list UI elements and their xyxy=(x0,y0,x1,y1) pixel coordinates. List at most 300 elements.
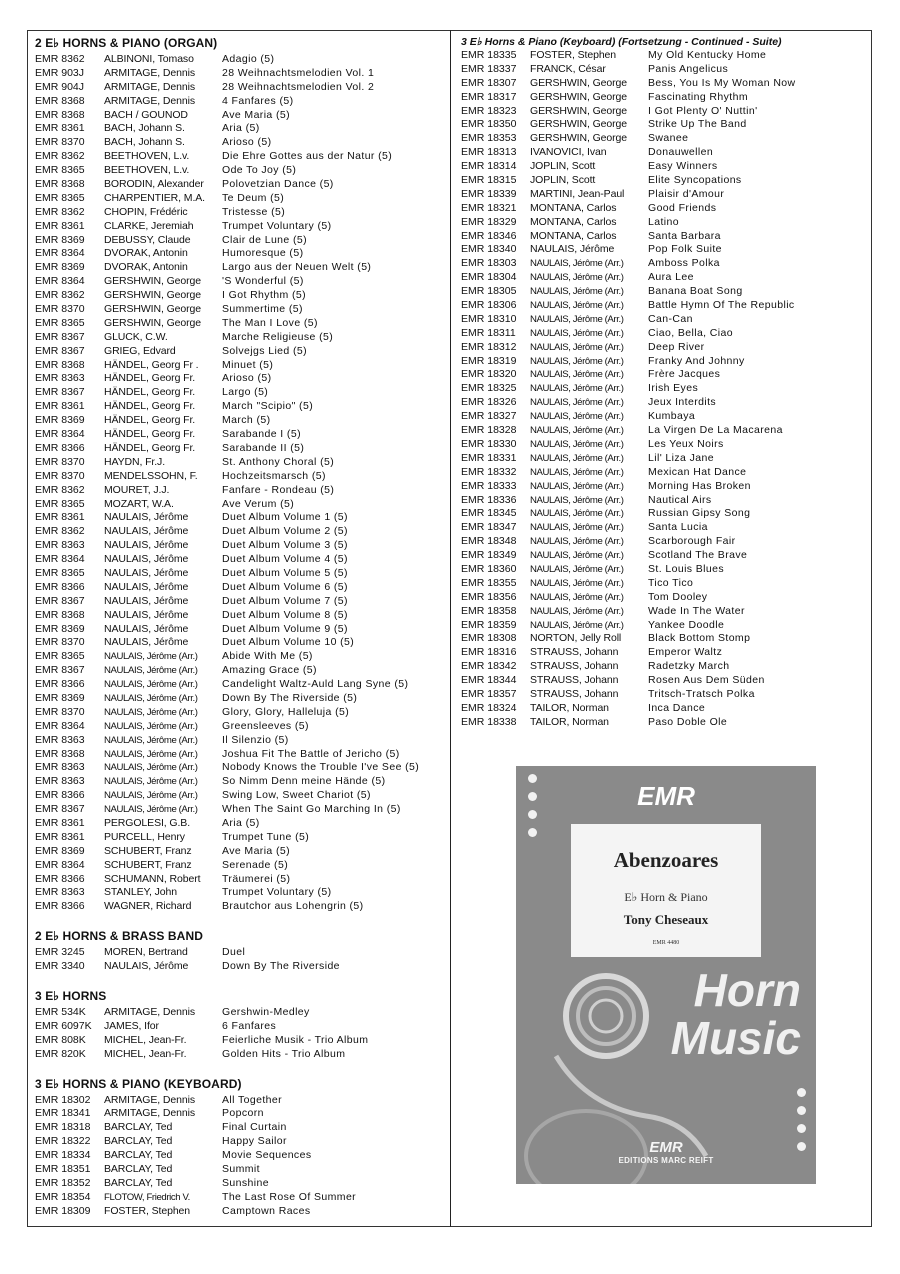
item-code: EMR 18303 xyxy=(461,257,517,270)
catalog-row xyxy=(35,136,440,150)
catalog-row xyxy=(35,734,440,748)
item-code: EMR 8367 xyxy=(35,664,85,677)
catalog-row xyxy=(461,341,866,355)
item-code: EMR 18336 xyxy=(461,493,517,506)
item-title: Hochzeitsmarsch (5) xyxy=(222,469,326,482)
item-code: EMR 18338 xyxy=(461,715,517,728)
item-title: Trumpet Voluntary (5) xyxy=(222,219,332,232)
catalog-row xyxy=(461,91,866,105)
catalog-row xyxy=(35,206,440,220)
composer: STRAUSS, Johann xyxy=(530,660,619,673)
item-title: Serenade (5) xyxy=(222,858,289,871)
catalog-row xyxy=(35,303,440,317)
binder-holes-bottom xyxy=(797,1088,806,1160)
item-title: Adagio (5) xyxy=(222,53,275,65)
item-code: EMR 18330 xyxy=(461,437,517,450)
item-title: Morning Has Broken xyxy=(648,479,751,492)
composer: MARTINI, Jean-Paul xyxy=(530,187,625,200)
item-title: Die Ehre Gottes aus der Natur (5) xyxy=(222,150,393,163)
item-title: Pop Folk Suite xyxy=(648,243,722,256)
catalog-row xyxy=(461,702,866,716)
item-title: Arioso (5) xyxy=(222,136,272,149)
item-code: EMR 18351 xyxy=(35,1163,91,1176)
composer: CLARKE, Jeremiah xyxy=(104,219,194,232)
catalog-row xyxy=(35,1149,440,1163)
composer: BARCLAY, Ted xyxy=(104,1163,173,1176)
item-title: Movie Sequences xyxy=(222,1149,312,1162)
item-title: Amazing Grace (5) xyxy=(222,664,317,677)
item-code: EMR 18354 xyxy=(35,1190,91,1203)
composer: NAULAIS, Jérôme (Arr.) xyxy=(104,720,198,732)
item-code: EMR 18340 xyxy=(461,243,517,256)
item-code: EMR 8369 xyxy=(35,233,85,246)
item-code: EMR 18339 xyxy=(461,187,517,200)
item-code: EMR 18325 xyxy=(461,382,517,395)
item-title: Latino xyxy=(648,215,680,228)
item-code: EMR 18310 xyxy=(461,312,517,325)
catalog-row xyxy=(35,845,440,859)
composer: ARMITAGE, Dennis xyxy=(104,66,195,79)
item-code: EMR 534K xyxy=(35,1006,86,1018)
catalog-row xyxy=(35,150,440,164)
binder-hole xyxy=(528,828,537,837)
item-title: Polovetzian Dance (5) xyxy=(222,178,334,191)
composer: NAULAIS, Jérôme (Arr.) xyxy=(104,665,198,677)
item-code: EMR 18335 xyxy=(461,49,517,61)
catalog-row xyxy=(35,470,440,484)
item-title: Duet Album Volume 4 (5) xyxy=(222,553,348,566)
catalog-row xyxy=(461,591,866,605)
item-code: EMR 18329 xyxy=(461,215,517,228)
catalog-row xyxy=(35,900,440,914)
item-code: EMR 8362 xyxy=(35,289,85,302)
composer: GERSHWIN, George xyxy=(530,104,628,117)
item-title: Candelight Waltz-Auld Lang Syne (5) xyxy=(222,678,409,691)
item-title: Lil' Liza Jane xyxy=(648,451,714,464)
composer: NAULAIS, Jérôme xyxy=(104,539,189,552)
cover-subtitle: E♭ Horn & Piano xyxy=(624,890,708,904)
item-title: 28 Weihnachtsmelodien Vol. 1 xyxy=(222,66,375,79)
catalog-row xyxy=(35,1048,440,1062)
composer: NAULAIS, Jérôme (Arr.) xyxy=(530,369,624,381)
item-code: EMR 18348 xyxy=(461,535,517,548)
catalog-row xyxy=(35,761,440,775)
item-title: Clair de Lune (5) xyxy=(222,233,308,246)
item-title: Duet Album Volume 9 (5) xyxy=(222,622,348,635)
composer: IVANOVICI, Ivan xyxy=(530,146,607,159)
composer: HÄNDEL, Georg Fr. xyxy=(104,400,196,413)
composer: GERSHWIN, George xyxy=(104,316,202,329)
item-code: EMR 18328 xyxy=(461,424,517,437)
item-code: EMR 8364 xyxy=(35,719,85,732)
item-title: 6 Fanfares xyxy=(222,1019,277,1032)
composer: HÄNDEL, Georg Fr. xyxy=(104,414,196,427)
item-title: Rosen Aus Dem Süden xyxy=(648,674,765,687)
catalog-row xyxy=(35,498,440,512)
catalog-row xyxy=(461,202,866,216)
item-title: Plaisir d'Amour xyxy=(648,187,725,200)
catalog-row xyxy=(35,636,440,650)
item-code: EMR 18320 xyxy=(461,368,517,381)
item-code: EMR 8366 xyxy=(35,789,85,802)
item-code: EMR 18326 xyxy=(461,396,517,409)
catalog-row xyxy=(35,1034,440,1048)
composer: NAULAIS, Jérôme (Arr.) xyxy=(530,313,624,325)
item-title: Camptown Races xyxy=(222,1204,311,1217)
composer: NAULAIS, Jérôme (Arr.) xyxy=(104,734,198,746)
catalog-row xyxy=(35,359,440,373)
item-code: EMR 18313 xyxy=(461,146,517,159)
catalog-row xyxy=(35,1107,440,1121)
item-title: March "Scipio" (5) xyxy=(222,400,314,413)
composer: NAULAIS, Jérôme (Arr.) xyxy=(530,536,624,548)
catalog-row xyxy=(461,549,866,563)
composer: MENDELSSOHN, F. xyxy=(104,469,198,482)
item-code: EMR 8367 xyxy=(35,330,85,343)
item-title: Deep River xyxy=(648,340,705,353)
item-code: EMR 3340 xyxy=(35,960,85,973)
composer: NAULAIS, Jérôme xyxy=(104,511,189,524)
item-code: EMR 18353 xyxy=(461,132,517,145)
item-title: Duel xyxy=(222,946,246,959)
catalog-row xyxy=(461,716,866,730)
item-code: EMR 8366 xyxy=(35,900,85,913)
item-code: EMR 8361 xyxy=(35,816,85,829)
item-title: Down By The Riverside xyxy=(222,960,340,973)
catalog-row xyxy=(461,438,866,452)
composer: PURCELL, Henry xyxy=(104,830,185,843)
composer: STRAUSS, Johann xyxy=(530,687,619,700)
item-title: Joshua Fit The Battle of Jericho (5) xyxy=(222,747,400,760)
item-title: Duet Album Volume 1 (5) xyxy=(222,511,348,524)
catalog-section xyxy=(35,35,440,914)
binder-hole xyxy=(797,1088,806,1097)
composer: JOPLIN, Scott xyxy=(530,174,596,187)
item-code: EMR 8364 xyxy=(35,428,85,441)
item-code: EMR 18321 xyxy=(461,201,517,214)
item-title: Te Deum (5) xyxy=(222,191,285,204)
item-title: Duet Album Volume 8 (5) xyxy=(222,608,348,621)
item-code: EMR 6097K xyxy=(35,1019,92,1032)
catalog-row xyxy=(461,466,866,480)
item-title: I Got Rhythm (5) xyxy=(222,289,307,302)
composer: NAULAIS, Jérôme xyxy=(104,525,189,538)
item-code: EMR 18346 xyxy=(461,229,517,242)
catalog-row xyxy=(461,118,866,132)
item-code: EMR 18317 xyxy=(461,90,517,103)
composer: NAULAIS, Jérôme xyxy=(104,608,189,621)
item-code: EMR 8362 xyxy=(35,150,85,163)
composer: WAGNER, Richard xyxy=(104,900,192,913)
item-title: Swanee xyxy=(648,132,689,145)
catalog-row xyxy=(35,53,440,67)
catalog-row xyxy=(35,831,440,845)
composer: HAYDN, Fr.J. xyxy=(104,455,166,468)
item-title: Trumpet Tune (5) xyxy=(222,830,310,843)
item-code: EMR 808K xyxy=(35,1033,86,1046)
catalog-row xyxy=(461,563,866,577)
section-title: 2 E♭ HORNS & PIANO (ORGAN) xyxy=(35,36,218,50)
item-title: Radetzky March xyxy=(648,660,730,673)
composer: GERSHWIN, George xyxy=(530,118,628,131)
catalog-row xyxy=(35,859,440,873)
item-title: Nobody Knows the Trouble I've See (5) xyxy=(222,761,420,774)
section-title: 3 E♭ HORNS & PIANO (KEYBOARD) xyxy=(35,1076,242,1091)
catalog-row xyxy=(461,285,866,299)
cover-author: Tony Cheseaux xyxy=(623,912,709,927)
item-code: EMR 18332 xyxy=(461,465,517,478)
catalog-row xyxy=(35,886,440,900)
catalog-row xyxy=(461,327,866,341)
item-code: EMR 8363 xyxy=(35,775,85,788)
catalog-row xyxy=(35,553,440,567)
item-title: 28 Weihnachtsmelodien Vol. 2 xyxy=(222,80,375,93)
catalog-row xyxy=(35,414,440,428)
composer: GRIEG, Edvard xyxy=(104,344,176,357)
catalog-row xyxy=(461,632,866,646)
catalog-row xyxy=(461,521,866,535)
composer: CHOPIN, Frédéric xyxy=(104,205,188,218)
catalog-row xyxy=(35,95,440,109)
item-code: EMR 18323 xyxy=(461,104,517,117)
catalog-row xyxy=(35,122,440,136)
item-title: Duet Album Volume 6 (5) xyxy=(222,580,348,593)
item-code: EMR 18331 xyxy=(461,451,517,464)
composer: GLUCK, C.W. xyxy=(104,330,168,343)
catalog-section xyxy=(35,988,440,1062)
item-code: EMR 8366 xyxy=(35,678,85,691)
item-code: EMR 8362 xyxy=(35,205,85,218)
item-title: Duet Album Volume 10 (5) xyxy=(222,636,355,649)
composer: GERSHWIN, George xyxy=(104,289,202,302)
item-title: Easy Winners xyxy=(648,160,718,173)
catalog-row xyxy=(35,1121,440,1135)
catalog-row xyxy=(35,817,440,831)
item-code: EMR 8368 xyxy=(35,358,85,371)
composer: HÄNDEL, Georg Fr. xyxy=(104,386,196,399)
item-code: EMR 18355 xyxy=(461,576,517,589)
composer: NAULAIS, Jérôme (Arr.) xyxy=(530,438,624,450)
item-code: EMR 8367 xyxy=(35,386,85,399)
composer: ARMITAGE, Dennis xyxy=(104,80,195,93)
item-code: EMR 8365 xyxy=(35,497,85,510)
item-title: 'S Wonderful (5) xyxy=(222,275,304,288)
item-title: St. Louis Blues xyxy=(648,562,725,575)
item-title: So Nimm Denn meine Hände (5) xyxy=(222,775,386,788)
catalog-row xyxy=(35,706,440,720)
catalog-row xyxy=(461,605,866,619)
item-code: EMR 8361 xyxy=(35,830,85,843)
catalog-row xyxy=(461,49,866,63)
composer: CHARPENTIER, M.A. xyxy=(104,191,205,204)
item-title: Feierliche Musik - Trio Album xyxy=(222,1033,369,1046)
item-code: EMR 8363 xyxy=(35,733,85,746)
catalog-row xyxy=(461,174,866,188)
catalog-row xyxy=(461,132,866,146)
catalog-row xyxy=(35,775,440,789)
catalog-row xyxy=(35,720,440,734)
item-code: EMR 8363 xyxy=(35,761,85,774)
catalog-row xyxy=(461,299,866,313)
item-title: Franky And Johnny xyxy=(648,354,745,367)
item-code: EMR 8369 xyxy=(35,844,85,857)
item-code: EMR 18334 xyxy=(35,1149,91,1162)
right-column xyxy=(461,35,866,730)
catalog-row xyxy=(461,494,866,508)
composer: NAULAIS, Jérôme xyxy=(104,622,189,635)
catalog-row xyxy=(35,81,440,95)
composer: NAULAIS, Jérôme (Arr.) xyxy=(530,411,624,423)
item-title: Aura Lee xyxy=(648,271,694,284)
item-code: EMR 8368 xyxy=(35,178,85,191)
item-code: EMR 8361 xyxy=(35,511,85,524)
item-code: EMR 18314 xyxy=(461,160,517,173)
item-code: EMR 8370 xyxy=(35,455,85,468)
item-title: Gershwin-Medley xyxy=(222,1006,310,1018)
composer: DEBUSSY, Claude xyxy=(104,233,191,246)
composer: MONTANA, Carlos xyxy=(530,215,617,228)
item-code: EMR 8363 xyxy=(35,539,85,552)
catalog-row xyxy=(461,660,866,674)
composer: BARCLAY, Ted xyxy=(104,1135,173,1148)
catalog-row xyxy=(35,372,440,386)
item-title: Tom Dooley xyxy=(648,590,708,603)
composer: HÄNDEL, Georg Fr. xyxy=(104,372,196,385)
item-code: EMR 8367 xyxy=(35,344,85,357)
composer: FOSTER, Stephen xyxy=(530,49,617,61)
item-title: Marche Religieuse (5) xyxy=(222,330,334,343)
catalog-row xyxy=(35,442,440,456)
catalog-row xyxy=(35,1135,440,1149)
catalog-row xyxy=(35,539,440,553)
item-title: Humoresque (5) xyxy=(222,247,304,260)
item-title: Largo aus der Neuen Welt (5) xyxy=(222,261,372,274)
item-title: Strike Up The Band xyxy=(648,118,747,131)
item-title: Trumpet Voluntary (5) xyxy=(222,886,332,899)
item-code: EMR 18304 xyxy=(461,271,517,284)
cover-title: Abenzoares xyxy=(613,848,719,872)
catalog-row xyxy=(35,400,440,414)
item-code: EMR 18360 xyxy=(461,562,517,575)
composer: TAILOR, Norman xyxy=(530,701,609,714)
item-title: Duet Album Volume 2 (5) xyxy=(222,525,348,538)
item-code: EMR 820K xyxy=(35,1047,86,1060)
item-code: EMR 8361 xyxy=(35,400,85,413)
catalog-row xyxy=(461,410,866,424)
catalog-row xyxy=(35,192,440,206)
composer: NAULAIS, Jérôme (Arr.) xyxy=(104,776,198,788)
composer: BARCLAY, Ted xyxy=(104,1121,173,1134)
section-title: 3 E♭ HORNS xyxy=(35,989,107,1003)
composer: NAULAIS, Jérôme (Arr.) xyxy=(530,605,624,617)
catalog-row xyxy=(35,803,440,817)
item-title: Duet Album Volume 3 (5) xyxy=(222,539,348,552)
item-title: Il Silenzio (5) xyxy=(222,733,289,746)
composer: BACH, Johann S. xyxy=(104,136,185,149)
item-title: Russian Gipsy Song xyxy=(648,507,751,520)
composer: BORODIN, Alexander xyxy=(104,178,204,191)
composer: STRAUSS, Johann xyxy=(530,646,619,659)
catalog-row xyxy=(461,146,866,160)
binder-hole xyxy=(528,792,537,801)
item-title: 4 Fanfares (5) xyxy=(222,94,294,107)
binder-holes-top xyxy=(528,774,537,846)
item-code: EMR 8370 xyxy=(35,636,85,649)
item-code: EMR 18349 xyxy=(461,549,517,562)
catalog-row xyxy=(35,331,440,345)
composer: NAULAIS, Jérôme (Arr.) xyxy=(530,508,624,520)
catalog-row xyxy=(35,650,440,664)
item-code: EMR 8369 xyxy=(35,414,85,427)
item-title: Scotland The Brave xyxy=(648,549,748,562)
catalog-row xyxy=(461,257,866,271)
item-title: Fanfare - Rondeau (5) xyxy=(222,483,335,496)
composer: NAULAIS, Jérôme xyxy=(104,553,189,566)
composer: SCHUMANN, Robert xyxy=(104,872,201,885)
item-code: EMR 8362 xyxy=(35,525,85,538)
composer: NAULAIS, Jérôme xyxy=(104,960,189,973)
composer: NAULAIS, Jérôme (Arr.) xyxy=(104,748,198,760)
item-code: EMR 8370 xyxy=(35,303,85,316)
composer: TAILOR, Norman xyxy=(530,715,609,728)
composer: NAULAIS, Jérôme (Arr.) xyxy=(530,258,624,270)
catalog-row xyxy=(35,428,440,442)
composer: BACH, Johann S. xyxy=(104,122,185,135)
catalog-row xyxy=(35,946,440,960)
item-title: Abide With Me (5) xyxy=(222,650,313,663)
composer: JOPLIN, Scott xyxy=(530,160,596,173)
item-title: Tico Tico xyxy=(648,576,694,589)
composer: HÄNDEL, Georg Fr. xyxy=(104,428,196,441)
composer: NAULAIS, Jérôme (Arr.) xyxy=(104,804,198,816)
binder-hole xyxy=(528,774,537,783)
item-code: EMR 8368 xyxy=(35,94,85,107)
catalog-row xyxy=(35,178,440,192)
item-code: EMR 8364 xyxy=(35,247,85,260)
composer: NAULAIS, Jérôme (Arr.) xyxy=(530,327,624,339)
item-title: Solvejgs Lied (5) xyxy=(222,344,308,357)
composer: FRANCK, César xyxy=(530,62,606,75)
catalog-row xyxy=(35,1205,440,1219)
composer: BEETHOVEN, L.v. xyxy=(104,164,190,177)
catalog-row xyxy=(35,220,440,234)
item-code: EMR 8365 xyxy=(35,191,85,204)
composer: STANLEY, John xyxy=(104,886,178,899)
composer: NAULAIS, Jérôme (Arr.) xyxy=(530,452,624,464)
item-title: Arioso (5) xyxy=(222,372,272,385)
catalog-row xyxy=(461,271,866,285)
item-title: Ave Verum (5) xyxy=(222,497,295,510)
item-title: Can-Can xyxy=(648,312,693,325)
catalog-row xyxy=(35,664,440,678)
catalog-row xyxy=(35,1177,440,1191)
composer: NAULAIS, Jérôme (Arr.) xyxy=(530,494,624,506)
catalog-row xyxy=(35,623,440,637)
item-title: Donauwellen xyxy=(648,146,714,159)
item-title: Mexican Hat Dance xyxy=(648,465,747,478)
item-code: EMR 8365 xyxy=(35,164,85,177)
composer: NAULAIS, Jérôme (Arr.) xyxy=(104,762,198,774)
catalog-row xyxy=(461,382,866,396)
item-code: EMR 8365 xyxy=(35,650,85,663)
catalog-row xyxy=(461,577,866,591)
emr-logo: EMR xyxy=(637,781,695,811)
composer: DVORAK, Antonin xyxy=(104,247,188,260)
catalog-row xyxy=(35,595,440,609)
item-title: Battle Hymn Of The Republic xyxy=(648,299,795,312)
composer: ARMITAGE, Dennis xyxy=(104,94,195,107)
item-title: St. Anthony Choral (5) xyxy=(222,455,335,468)
